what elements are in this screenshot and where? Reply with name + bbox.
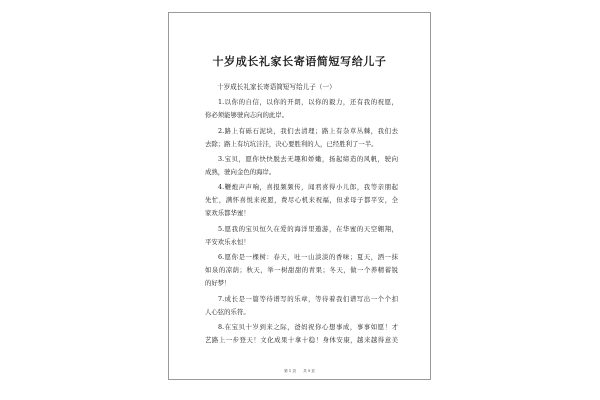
paragraph-8: [205, 321, 398, 347]
paragraph-3: [205, 153, 398, 179]
paragraph-4: [205, 181, 398, 220]
page-total: 共 9 页: [303, 369, 315, 373]
paragraph-line: 你必须能够驶向志向的此岸。: [205, 111, 289, 119]
page-number: 第 1 页: [284, 369, 296, 373]
paragraph-line: 1.以你的自信，以你的开朗，以你的毅力，还有我的祝愿，: [218, 98, 398, 106]
paragraph-7: [205, 293, 398, 319]
paragraph-line: 平安欢乐永恒！: [205, 238, 250, 246]
paragraph-2: [205, 125, 398, 151]
paragraph-line: 的好梦！: [205, 279, 231, 287]
paragraph-line: 5.愿我的宝贝恒久在爱的海洋里遨游，在华蜜的天空翱翔，: [218, 225, 398, 233]
paragraph-line: 2.路上有砾石泥块，我们去清理；路上有杂草丛棘，我们去: [218, 127, 398, 135]
paragraph-line: 7.成长是一篇等待谱写的乐章，等待着我们谱写出一个个扣: [218, 295, 398, 303]
paragraph-6: [205, 251, 398, 290]
paragraph-5: [205, 223, 398, 249]
page-footer: [169, 369, 430, 374]
paragraph-line: 6.愿你是一棵树：春天，吐一山淡淡的香味；夏天，洒一抹: [218, 253, 398, 261]
paragraph-line: 3.宝贝，愿你快快脱去无趣和娇嫩，扬起缔造的风帆，驶向: [218, 155, 398, 163]
paragraph-line: 4.鞭炮声声响，喜报频频传，闻君喜得小儿郎，我等亲朋起: [218, 183, 398, 191]
paragraph-1: [205, 96, 398, 122]
section-subheading: 十岁成长礼家长寄语简短写给儿子（一）: [217, 83, 336, 91]
paragraph-line: 去除；路上有坑坑洼洼，决心要胜利的人，已经胜利了一半。: [205, 140, 378, 148]
paragraph-line: 家欢乐都华蜜！: [205, 209, 250, 217]
document-title: 十岁成长礼家长寄语简短写给儿子: [212, 55, 387, 68]
document-page: [168, 12, 431, 380]
paragraph-line: 先忙，满怀喜悦来祝愿，费尽心机来祝福，但求母子都平安，全: [205, 196, 398, 204]
paragraph-line: 如泉的凉荫；秋天，举一树甜甜的青果；冬天，做一个养精蓄锐: [205, 266, 398, 274]
paragraph-line: 8.在宝贝十岁到来之际，爸妈祝你心想事成，事事如愿！才: [218, 323, 398, 331]
paragraph-line: 人心弦的乐符。: [205, 308, 250, 316]
paragraph-line: 艺路上一步登天！文化成果十拿十稳！身体安康，越来越得意美: [205, 336, 398, 344]
paragraph-line: 成熟，驶向金色的海岸。: [205, 168, 276, 176]
